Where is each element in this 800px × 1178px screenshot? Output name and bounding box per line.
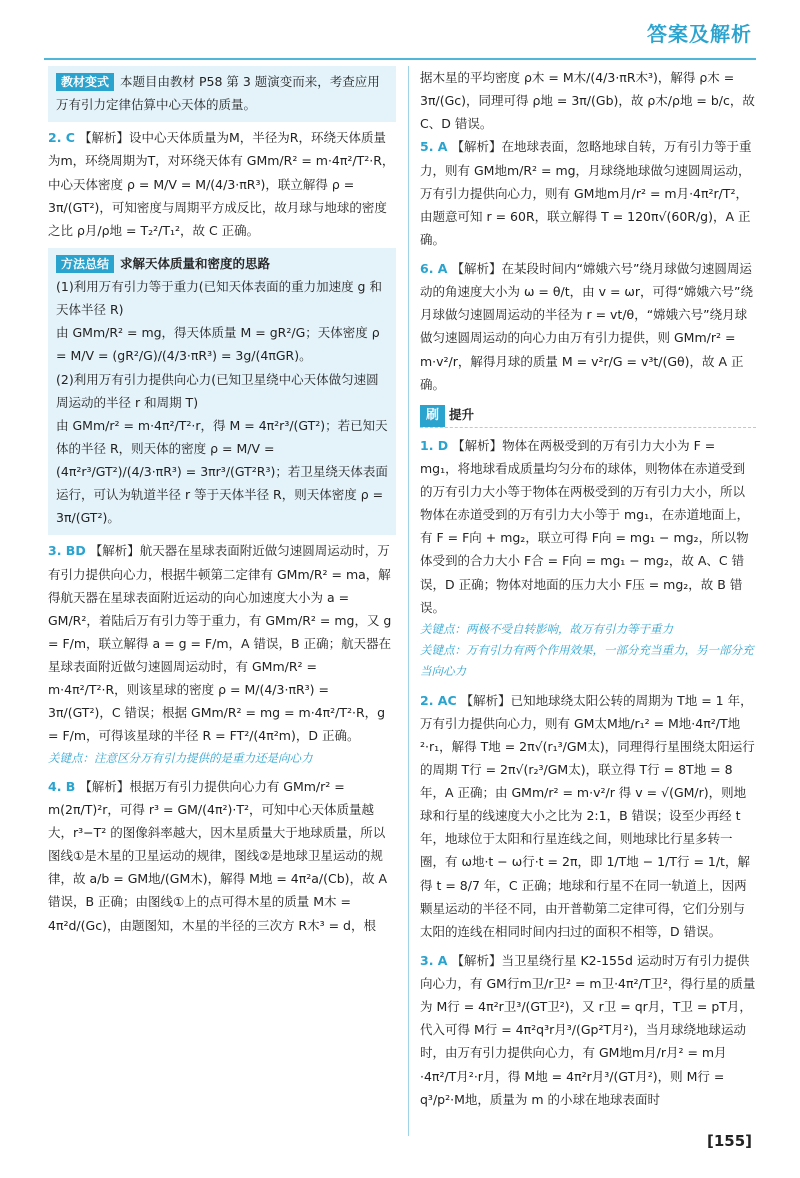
improve-1-keypoint-2: 关键点：万有引力有两个作用效果，一部分充当重力，另一部分充当向心力 bbox=[420, 643, 754, 679]
section-label: 提升 bbox=[449, 406, 475, 422]
improve-answer-1 bbox=[420, 434, 756, 683]
answer-6-number: 6. A bbox=[420, 261, 448, 276]
answer-3-keypoint: 关键点：注意区分万有引力提供的是重力还是向心力 bbox=[48, 750, 313, 765]
method-line-3: (2)利用万有引力提供向心力(已知卫星绕中心天体做匀速圆周运动的半径 r 和周期 T) bbox=[56, 371, 379, 410]
answer-6-text: 【解析】在某段时间内“嫦娥六号”绕月球做匀速圆周运动的角速度大小为 ω = θ/t，由 v = ωr，可得“嫦娥六号”绕月球做匀速圆周运动的半径为 r = vt/θ，“嫦娥六号”绕月球做匀速圆周运动的向心力由万有引力提供，则 GMm/r² = m·v²/r，解得月球的质量 M = v²r/G = v³t/(Gθ)，故 A 正确。 bbox=[420, 261, 753, 392]
left-column bbox=[48, 66, 396, 943]
improve-2-number: 2. AC bbox=[420, 692, 457, 708]
method-line-2: 由 GMm/R² = mg，得天体质量 M = gR²/G；天体密度 ρ = M/V = (gR²/G)/(4/3·πR³) = 3g/(4πGR)。 bbox=[56, 325, 380, 364]
textbook-variant-text: 本题目由教材 P58 第 3 题演变而来，考查应用万有引力定律估算中心天体的质量。 bbox=[56, 74, 380, 113]
answer-6 bbox=[420, 257, 756, 396]
improve-2-text: 【解析】已知地球绕太阳公转的周期为 T地 = 1 年，万有引力提供向心力，则有 GM太M地/r₁² = M地·4π²/T地²·r₁，解得 T地 = 2π√(r₁³/GM太)，同理得行星围绕太阳运行的周期 T行 = 2π√(r₂³/GM太)，联立得 T行 = 8T地 = 8 年，A 正确；由 GMm/r² = m·v²/r 得 v = √(GM/r)，则地球和行星的线速度大小之比为 2:1，B 错误；设至少再经 t 年，地球位于太阳和行星连线之间，则地球比行星多转一圈，有 ω地·t − ω行·t = 2π，即 1/T地 − 1/T行 = 1/t，解得 t = 8/7 年，C 正确；地球和行星不在同一轨道上，因两颗星运动的半径不同，由开普勒第二定律可得，它们分别与太阳的连线在相同时间内扫过的面积不相等，D 错误。 bbox=[420, 692, 755, 939]
method-summary-title: 求解天体质量和密度的思路 bbox=[120, 255, 271, 271]
improve-answer-2 bbox=[420, 689, 756, 943]
improve-1-keypoint-1: 关键点：两极不受自转影响，故万有引力等于重力 bbox=[420, 621, 673, 636]
answer-2-text: 【解析】设中心天体质量为M，半径为R，环绕天体质量为m，环绕周期为T，对环绕天体有 GMm/R² = m·4π²/T²·R，中心天体密度 ρ = M/V = M/(4/3·πR³)，联立解得 ρ = 3π/(GT²)，可知密度与周期平方成反比，故月球与地球的密度之比 ρ月/ρ地 = T₂²/T₁²，故 C 正确。 bbox=[48, 130, 395, 238]
improve-3-text: 【解析】当卫星绕行星 K2-155d 运动时万有引力提供向心力，有 GM行m卫/r卫² = m卫·4π²/T卫²，得行星的质量为 M行 = 4π²r卫³/(GT卫²)，又 r卫 = qr月，T卫 = pT月，代入可得 M行 = 4π²q³r月³/(Gp²T月²)，当月球绕地球运动时，由万有引力提供向心力，有 GM地m月/r月² = m月·4π²/T月²·r月，得 M地 = 4π²r月³/(GT月²)，则 M行 = q³/p²·M地，质量为 m 的小球在地球表面时 bbox=[420, 952, 756, 1107]
textbook-variant-box bbox=[48, 66, 396, 122]
page-number: [155] bbox=[706, 1132, 752, 1151]
answer-3-number: 3. BD bbox=[48, 543, 86, 559]
answer-4-continued: 据木星的平均密度 ρ木 = M木/(4/3·πR木³)，解得 ρ木 = 3π/(Gc)，同理可得 ρ地 = 3π/(Gb)，故 ρ木/ρ地 = b/c，故 C、D 错误。 bbox=[420, 70, 755, 132]
header-rule bbox=[44, 58, 756, 60]
improve-answer-3 bbox=[420, 949, 756, 1111]
method-summary-tag: 方法总结 bbox=[56, 255, 114, 273]
answer-4 bbox=[48, 775, 396, 937]
answer-5-text: 【解析】在地球表面，忽略地球自转，万有引力等于重力，则有 GM地m/R² = mg，月球绕地球做匀速圆周运动，万有引力提供向心力，则有 GM地m月/r² = m月·4π²r/T²，由题意可知 r = 60R，联立解得 T = 120π√(60R/g)，A 正确。 bbox=[420, 139, 752, 247]
answer-5 bbox=[420, 135, 756, 251]
header-title: 答案及解析 bbox=[647, 22, 752, 46]
improve-1-number: 1. D bbox=[420, 437, 449, 453]
improve-3-number: 3. A bbox=[420, 952, 448, 968]
answer-4-text: 【解析】根据万有引力提供向心力有 GMm/r² = m(2π/T)²r，可得 r³ = GM/(4π²)·T²，可知中心天体质量越大，r³−T² 的图像斜率越大，因木星质量大于地球质量，所以图线①是木星的卫星运动的规律，图线②是地球卫星运动的规律，故 a/b = GM地/(GM木)，解得 M地 = 4π²a/(Cb)，故 A 错误，B 正确；由图线①上的点可得木星的质量 M木 = 4π²d/(Gc)，由题图知，木星的半径的三次方 R木³ = d，根 bbox=[48, 778, 388, 933]
page-header bbox=[0, 0, 800, 62]
method-line-4: 由 GMm/r² = m·4π²/T²·r，得 M = 4π²r³/(GT²)；若已知天体的半径 R，则天体的密度 ρ = M/V = (4π²r³/GT²)/(4/3·πR³) = 3πr³/(GT²R³)；若卫星绕天体表面运行，可认为轨道半径 r 等于天体半径 R，则天体密度 ρ = 3π/(GT²)。 bbox=[56, 417, 388, 526]
right-column bbox=[420, 66, 756, 1117]
column-divider bbox=[408, 66, 409, 1136]
method-line-1: (1)利用万有引力等于重力(已知天体表面的重力加速度 g 和天体半径 R) bbox=[56, 279, 382, 318]
answer-2 bbox=[48, 126, 396, 242]
section-tag: 刷 bbox=[420, 405, 445, 427]
method-summary-box bbox=[48, 248, 396, 536]
section-header-improve bbox=[420, 404, 756, 428]
improve-1-text: 【解析】物体在两极受到的万有引力大小为 F = mg₁，将地球看成质量均匀分布的球体，则物体在赤道受到的万有引力大小等于物体在两极受到的万有引力大小，所以物体在赤道受到的万有引力大小等于 mg₁，在赤道地面上，有 F = F向 + mg₂，联立可得 F向 = mg₁ − mg₂，所以物体受到的合力大小 F合 = F向 = mg₁ − mg₂，故 A、C 错误，D 正确；物体对地面的压力大小 F压 = mg₂，故 B 错误。 bbox=[420, 437, 750, 615]
answer-2-number: 2. C bbox=[48, 130, 75, 146]
answer-3-text: 【解析】航天器在星球表面附近做匀速圆周运动时，万有引力提供向心力，根据牛顿第二定律有 GMm/R² = ma，解得航天器在星球表面附近运动的向心加速度大小为 a = GM/R²，着陆后万有引力等于重力，有 GMm/R² = mg，又 g = F/m，联立解得 a = g = F/m，A 错误，B 正确；航天器在星球表面附近做匀速圆周运动时，有 GMm/R² = m·4π²/T²·R，则该星球的密度 ρ = M/(4/3·πR³) = 3π/(GT²)，C 错误；根据 GMm/R² = mg = m·4π²/T²·R，g = F/m，可得该星球的半径 R = FT²/(4π²m)，D 正确。 bbox=[48, 543, 392, 744]
answer-4-number: 4. B bbox=[48, 778, 76, 794]
answer-5-number: 5. A bbox=[420, 139, 448, 155]
answer-3 bbox=[48, 539, 396, 768]
textbook-variant-tag: 教材变式 bbox=[56, 73, 114, 91]
